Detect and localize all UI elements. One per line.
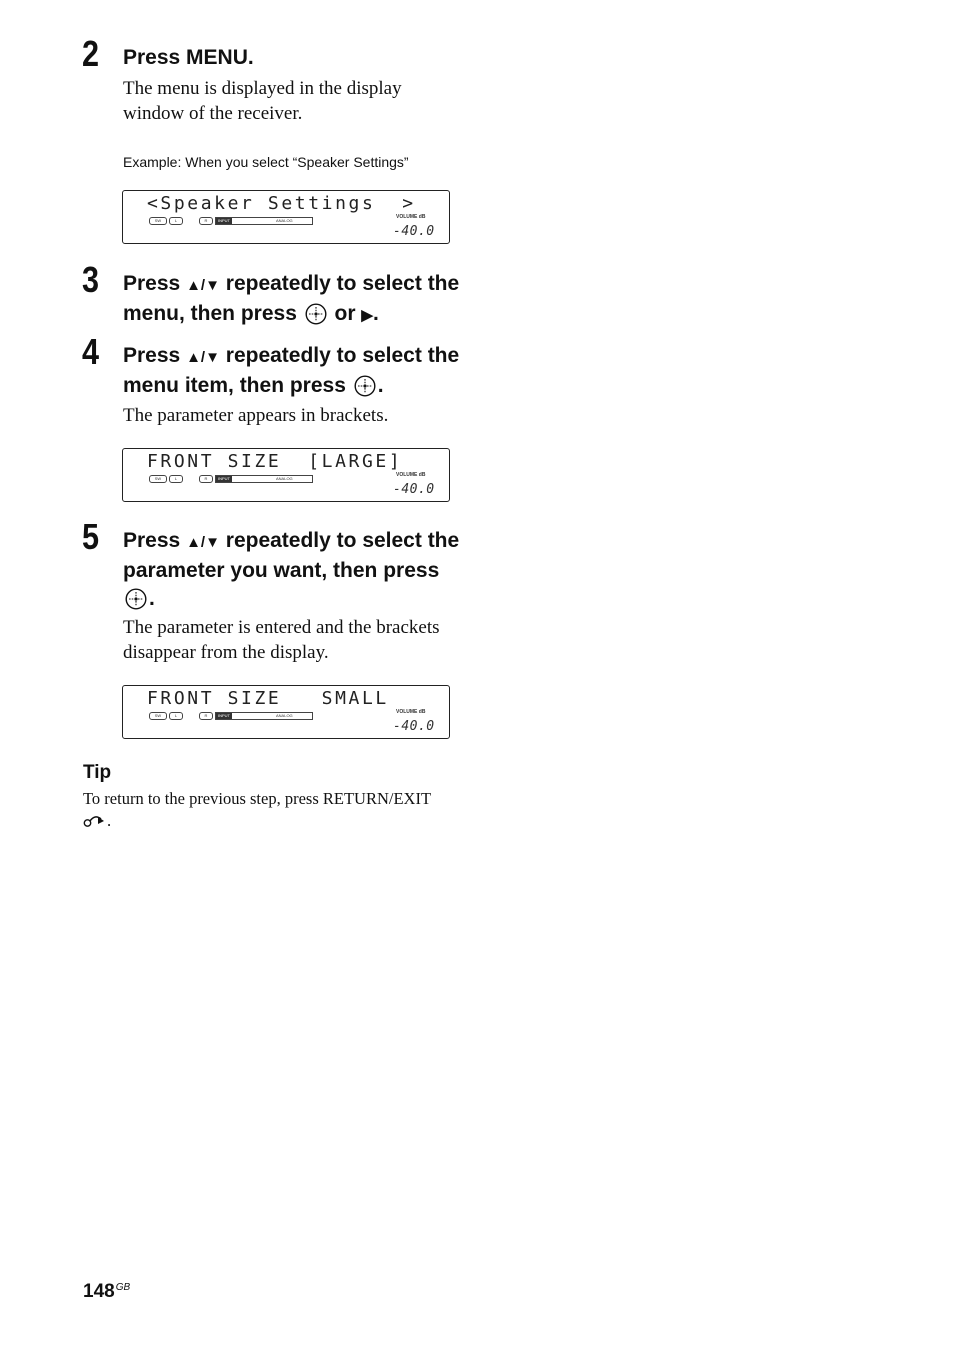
step-2-caption: Example: When you select “Speaker Settings”: [123, 154, 409, 170]
indicator-r: R: [199, 475, 213, 483]
heading-text: repeatedly to select the menu, then press: [123, 272, 460, 325]
tip-body: To return to the previous step, press RETURN/EXIT: [83, 789, 432, 808]
up-down-arrows-icon: ▲/▼: [186, 534, 220, 551]
indicator-analog: ANALOG: [276, 218, 293, 223]
step-5-body: The parameter is entered and the brackets disappear from the display.: [123, 617, 440, 663]
right-arrow-icon: ▶: [361, 307, 373, 324]
step-2-heading: Press MENU.: [123, 46, 254, 69]
display-text: FRONT SIZE SMALL: [147, 688, 389, 709]
indicator-input: INPUT: [218, 476, 230, 481]
step-2-body: The menu is displayed in the display window of the receiver.: [123, 78, 402, 124]
page-number: [83, 1281, 130, 1303]
indicator-input: INPUT: [218, 218, 230, 223]
enter-button-icon: [354, 375, 376, 405]
step-5-heading: [123, 527, 463, 618]
indicator-sw: SW: [149, 217, 167, 225]
display-window-speaker-settings: [122, 190, 450, 244]
volume-value: -40.0: [393, 719, 435, 734]
enter-button-icon: [305, 303, 327, 333]
tip-text: [83, 788, 468, 832]
indicator-analog: ANALOG: [276, 476, 293, 481]
display-text: <Speaker Settings >: [147, 193, 416, 214]
indicator-sw: SW: [149, 475, 167, 483]
indicator-input-bar: [215, 712, 313, 720]
indicator-analog: ANALOG: [276, 713, 293, 718]
heading-text: or: [328, 302, 362, 325]
step-number-3: 3: [82, 259, 100, 300]
volume-value: -40.0: [393, 482, 435, 497]
up-down-arrows-icon: ▲/▼: [186, 277, 220, 294]
tip-title: Tip: [83, 762, 112, 783]
indicator-input: INPUT: [218, 713, 230, 718]
indicator-sw: SW: [149, 712, 167, 720]
display-text: FRONT SIZE [LARGE]: [147, 451, 403, 472]
step-4-body: The parameter appears in brackets.: [123, 405, 389, 426]
enter-button-icon: [125, 588, 147, 618]
heading-text: repeatedly to select the parameter you want, then press: [123, 529, 460, 582]
heading-text: repeatedly to select the menu item, then press: [123, 344, 460, 397]
step-3-heading: [123, 270, 463, 333]
volume-label: VOLUME dB: [396, 472, 426, 478]
heading-text: Press: [123, 272, 187, 295]
step-number-4: 4: [82, 331, 100, 372]
heading-text: .: [377, 374, 384, 397]
tip-end: .: [107, 811, 112, 830]
volume-label: VOLUME dB: [396, 214, 426, 220]
heading-text: .: [149, 587, 155, 610]
indicator-input-bar: [215, 475, 313, 483]
display-window-small: [122, 685, 450, 739]
page-region-suffix: GB: [115, 1282, 131, 1293]
step-number-2: 2: [82, 33, 100, 74]
volume-value: -40.0: [393, 224, 435, 239]
display-window-large: [122, 448, 450, 502]
indicator-l: L: [169, 712, 183, 720]
indicator-r: R: [199, 712, 213, 720]
heading-text: Press: [123, 529, 187, 552]
page-number-value: 148: [83, 1281, 115, 1302]
step-4-heading: [123, 342, 463, 405]
heading-text: .: [372, 302, 379, 325]
return-icon: [83, 811, 107, 830]
indicator-l: L: [169, 217, 183, 225]
step-number-5: 5: [82, 516, 100, 557]
volume-label: VOLUME dB: [396, 709, 426, 715]
up-down-arrows-icon: ▲/▼: [186, 349, 220, 366]
indicator-r: R: [199, 217, 213, 225]
heading-text: Press: [123, 344, 187, 367]
indicator-l: L: [169, 475, 183, 483]
indicator-input-bar: [215, 217, 313, 225]
